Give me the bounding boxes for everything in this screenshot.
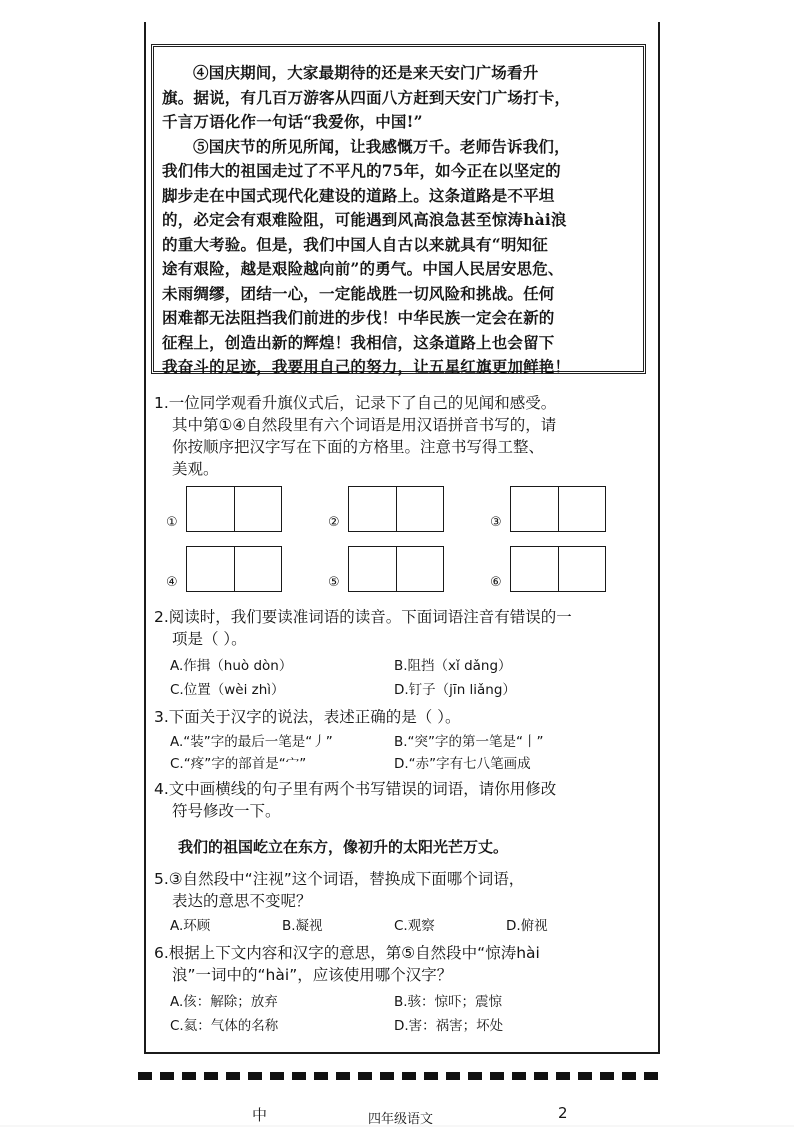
answer-grid-3	[490, 486, 640, 534]
option-b[interactable]: B.阻挡（xǐ dǎng）	[394, 658, 512, 674]
question-text: 你按顺序把汉字写在下面的方格里。注意书写得工整、	[172, 438, 545, 456]
option-b[interactable]: B.凝视	[282, 918, 323, 934]
grid-number: ⑥	[490, 575, 502, 590]
footer-center: 四年级语文	[368, 1112, 434, 1127]
question-text: 符号修改一下。	[172, 802, 281, 820]
question-4	[154, 778, 648, 822]
passage-line: 脚步走在中国式现代化建设的道路上。这条道路是不平坦	[162, 185, 555, 205]
option-d[interactable]: D.“赤”字有七八笔画成	[394, 756, 531, 772]
grid-number: ②	[328, 515, 340, 530]
question-text: 其中第①④自然段里有六个词语是用汉语拼音书写的，请	[172, 416, 557, 434]
writing-box[interactable]	[510, 486, 606, 532]
option-a[interactable]: A.侅：解除；放弃	[170, 994, 278, 1010]
passage-line: 我们伟大的祖国走过了不平凡的75年，如今正在以坚定的	[162, 161, 561, 180]
cut-line	[138, 1072, 664, 1082]
answer-grid-row-2	[166, 546, 626, 594]
option-b[interactable]: B.骇：惊吓；震惊	[394, 994, 503, 1010]
passage-line: 旗。据说，有几百万游客从四面八方赶到天安门广场打卡，	[162, 87, 571, 107]
question-text: 4.文中画横线的句子里有两个书写错误的词语，请你用修改	[154, 780, 557, 798]
answer-grid-5	[328, 546, 478, 594]
answer-grid-4	[166, 546, 316, 594]
question-text: 1.一位同学观看升旗仪式后，记录下了自己的见闻和感受。	[154, 394, 557, 412]
option-b[interactable]: B.“突”字的第一笔是“丨”	[394, 734, 544, 750]
option-c[interactable]: C.“疼”字的部首是“宀”	[170, 756, 307, 772]
question-3	[154, 706, 648, 728]
question-text: 6.根据上下文内容和汉字的意思，第⑤自然段中“惊涛hài	[154, 944, 540, 962]
sentence-text: 我们的祖国屹立在东方，像初升的太阳光芒万丈。	[178, 838, 509, 856]
grid-number: ④	[166, 575, 178, 590]
passage-line: 征程上，创造出新的辉煌！我相信，这条道路上也会留下	[162, 332, 555, 352]
passage-line: ④国庆期间，大家最期待的还是来天安门广场看升	[193, 63, 539, 82]
writing-box[interactable]	[186, 546, 282, 592]
option-c[interactable]: C.观察	[394, 918, 435, 934]
writing-box[interactable]	[348, 546, 444, 592]
passage-line: 的重大考验。但是，我们中国人自古以来就具有“明知征	[162, 234, 548, 254]
question-text: 项是（ ）。	[172, 630, 247, 648]
question-text: 表达的意思不变呢？	[172, 892, 312, 910]
writing-box[interactable]	[348, 486, 444, 532]
question-1	[154, 392, 648, 480]
answer-grid-2	[328, 486, 478, 534]
option-d[interactable]: D.害：祸害；坏处	[394, 1018, 504, 1034]
option-a[interactable]: A.环顾	[170, 918, 211, 934]
passage-line: ⑤国庆节的所见所闻，让我感慨万千。老师告诉我们，	[193, 136, 570, 156]
option-a[interactable]: A.作揖（huò dòn）	[170, 658, 293, 674]
question-text: 3.下面关于汉字的说法，表述正确的是（ ）。	[154, 708, 461, 726]
writing-box[interactable]	[510, 546, 606, 592]
question-text: 2.阅读时，我们要读准词语的读音。下面词语注音有错误的一	[154, 608, 572, 626]
question-5	[154, 868, 648, 912]
question-6	[154, 942, 648, 986]
option-a[interactable]: A.“装”字的最后一笔是“丿”	[170, 734, 333, 750]
passage-line: 我奋斗的足迹，我要用自己的努力，让五星红旗更加鲜艳！	[162, 357, 571, 376]
question-text: 5.③自然段中“注视”这个词语，替换成下面哪个词语，	[154, 870, 525, 888]
passage-line: 未雨绸缪，团结一心，一定能战胜一切风险和挑战。任何	[162, 283, 555, 303]
option-c[interactable]: C.氦：气体的名称	[170, 1018, 279, 1034]
passage-line: 千言万语化作一句话“我爱你，中国!”	[162, 112, 423, 131]
passage-line: 途有艰险，越是艰险越向前”的勇气。中国人民居安思危、	[162, 259, 564, 278]
answer-grid-1	[166, 486, 316, 534]
question-text: 美观。	[172, 460, 219, 478]
grid-number: ③	[490, 515, 502, 530]
answer-grid-6	[490, 546, 640, 594]
footer-page-number: 2	[558, 1104, 568, 1122]
passage-line: 的，必定会有艰难险阻，可能遇到风高浪急甚至惊涛hài浪	[162, 210, 567, 229]
answer-grid-row-1	[166, 486, 626, 534]
grid-number: ⑤	[328, 575, 340, 590]
grid-number: ①	[166, 515, 178, 530]
question-2	[154, 606, 648, 650]
question-text: 浪”一词中的“hài”，应该使用哪个汉字？	[172, 966, 453, 984]
writing-box[interactable]	[186, 486, 282, 532]
passage-line: 困难都无法阻挡我们前进的步伐！中华民族一定会在新的	[162, 308, 555, 327]
option-c[interactable]: C.位置（wèi zhì）	[170, 682, 285, 698]
option-d[interactable]: D.俯视	[506, 918, 548, 934]
option-d[interactable]: D.钉子（jīn liǎng）	[394, 682, 516, 698]
footer-left: 中	[252, 1106, 268, 1124]
reading-passage	[151, 44, 646, 374]
